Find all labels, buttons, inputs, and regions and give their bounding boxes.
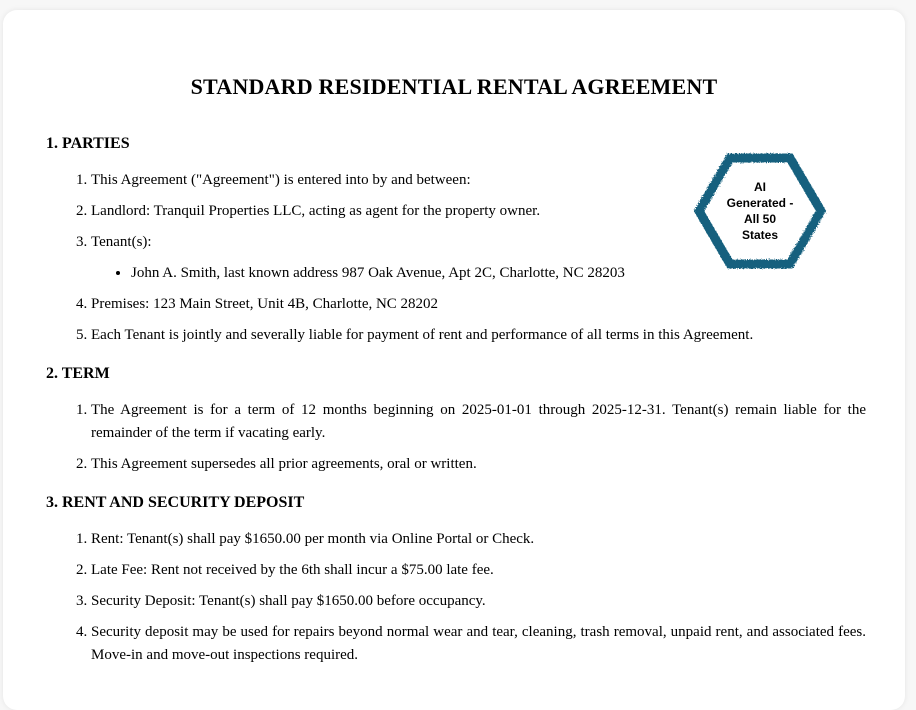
list-item: 1. Rent: Tenant(s) shall pay $1650.00 per month via Online Portal or Check.: [91, 528, 866, 551]
list-item: 2. Landlord: Tranquil Properties LLC, acting as agent for the property owner.: [91, 200, 866, 223]
tenants-label: Tenant(s):: [91, 234, 152, 250]
list-item: 1. This Agreement ("Agreement") is entered into by and between:: [91, 169, 866, 192]
list-item: [91, 231, 866, 285]
list-item: 3. Security Deposit: Tenant(s) shall pay $1650.00 before occupancy.: [91, 590, 866, 613]
stamp-text: AI Generated - All 50 States: [726, 180, 794, 242]
document-title: STANDARD RESIDENTIAL RENTAL AGREEMENT: [190, 74, 718, 99]
list-item: 2. Late Fee: Rent not received by the 6th shall incur a $75.00 late fee.: [91, 559, 866, 582]
list-item: 5. Each Tenant is jointly and severally liable for payment of rent and performance of all terms in this Agreement.: [91, 324, 866, 347]
section-heading-parties: 1. PARTIES: [46, 135, 130, 152]
section-heading-rent: 3. RENT AND SECURITY DEPOSIT: [46, 494, 305, 511]
section-heading-term: 2. TERM: [46, 365, 110, 382]
list-item: 4. Security deposit may be used for repairs beyond normal wear and tear, cleaning, trash removal, unpaid rent, and associated fees. Move-in and move-out inspections required.: [91, 621, 866, 667]
list-item: 1. The Agreement is for a term of 12 months beginning on 2025-01-01 through 2025-12-31. Tenant(s) remain liable for the remainder of the term if vacating early.: [91, 399, 866, 445]
list-item: 4. Premises: 123 Main Street, Unit 4B, Charlotte, NC 28202: [91, 293, 866, 316]
tenant-item: • John A. Smith, last known address 987 Oak Avenue, Apt 2C, Charlotte, NC 28203: [131, 262, 866, 285]
document-page: [3, 10, 905, 710]
list-item: 2. This Agreement supersedes all prior agreements, oral or written.: [91, 453, 866, 476]
